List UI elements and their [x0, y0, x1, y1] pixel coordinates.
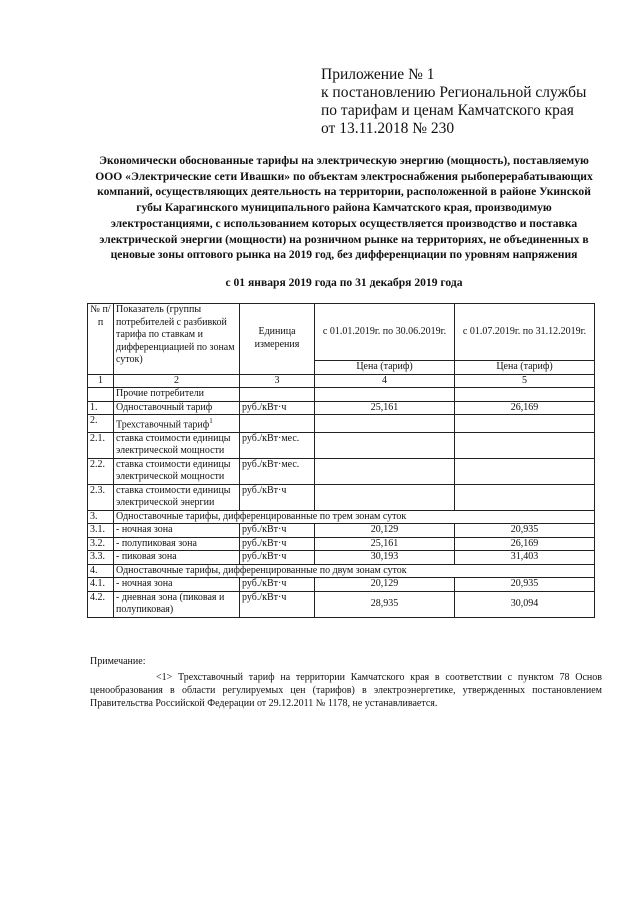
row-num: 2.	[88, 415, 114, 433]
table-row	[88, 484, 595, 510]
table-row	[88, 510, 595, 524]
row-unit: руб./кВт·мес.	[240, 432, 315, 458]
colnum-1: 1	[88, 374, 114, 388]
header-price-1: Цена (тариф)	[315, 361, 455, 375]
colnum-3: 3	[240, 374, 315, 388]
row-num: 3.	[88, 510, 114, 524]
note-text: <1> Трехставочный тариф на территории Камчатского края в соответствии с пунктом 78 Основ ценообразования в области регулируемых цен (тарифов) в электроэнергетике, утвержденных постановлением Правительства Российской Федерации от 29.12.2011 № 1178, не устанавливается.	[90, 672, 602, 709]
row-name: ставка стоимости единицы электрической энергии	[114, 484, 240, 510]
row-group-title: Одноставочные тарифы, дифференцированные по двум зонам суток	[114, 564, 595, 578]
appendix-line-1: Приложение № 1	[321, 66, 435, 83]
row-value-2: 26,169	[455, 537, 595, 551]
colnum-5: 5	[455, 374, 595, 388]
row-unit: руб./кВт·ч	[240, 591, 315, 617]
row-name: Одноставочный тариф	[114, 401, 240, 415]
section-other-consumers: Прочие потребители	[114, 388, 240, 402]
appendix-line-3: по тарифам и ценам Камчатского края	[321, 102, 574, 119]
colnum-4: 4	[315, 374, 455, 388]
row-name: - дневная зона (пиковая и полупиковая)	[114, 591, 240, 617]
row-name: - пиковая зона	[114, 551, 240, 565]
header-price-2: Цена (тариф)	[455, 361, 595, 375]
title-period: с 01 января 2019 года по 31 декабря 2019 года	[225, 276, 463, 289]
row-name: Трехставочный тариф$^1$	[114, 415, 240, 433]
row-unit: руб./кВт·ч	[240, 537, 315, 551]
row-unit: руб./кВт·ч	[240, 578, 315, 592]
table-row	[88, 401, 595, 415]
appendix-header	[321, 66, 621, 138]
row-value-1: 28,935	[315, 591, 455, 617]
header-indicator: Показатель (группы потребителей с разбивкой тарифа по ставкам и дифференциацией по зонам суток)	[114, 304, 240, 375]
row-value-1: 30,193	[315, 551, 455, 565]
appendix-line-4: от 13.11.2018 № 230	[321, 120, 455, 137]
table-row	[88, 415, 595, 433]
row-value-1: 25,161	[315, 537, 455, 551]
row-num: 3.1.	[88, 524, 114, 538]
row-value-2: 26,169	[455, 401, 595, 415]
row-num: 4.2.	[88, 591, 114, 617]
note-section	[90, 655, 602, 710]
document-title	[88, 153, 600, 263]
header-period-2: с 01.07.2019г. по 31.12.2019г.	[455, 304, 595, 361]
colnum-2: 2	[114, 374, 240, 388]
row-value-2: 30,094	[455, 591, 595, 617]
table-row	[88, 537, 595, 551]
row-unit: руб./кВт·ч	[240, 401, 315, 415]
row-name: ставка стоимости единицы электрической мощности	[114, 458, 240, 484]
row-num: 4.1.	[88, 578, 114, 592]
row-name: ставка стоимости единицы электрической мощности	[114, 432, 240, 458]
row-group-title: Одноставочные тарифы, дифференцированные по трем зонам суток	[114, 510, 595, 524]
row-unit: руб./кВт·мес.	[240, 458, 315, 484]
row-value-1: 25,161	[315, 401, 455, 415]
row-value-2: 20,935	[455, 578, 595, 592]
row-name: - полупиковая зона	[114, 537, 240, 551]
row-unit: руб./кВт·ч	[240, 524, 315, 538]
table-row	[88, 432, 595, 458]
row-value-1: 20,129	[315, 578, 455, 592]
column-number-row	[88, 374, 595, 388]
table-row	[88, 551, 595, 565]
row-value-2: 20,935	[455, 524, 595, 538]
header-period-1: с 01.01.2019г. по 30.06.2019г.	[315, 304, 455, 361]
row-value-1: 20,129	[315, 524, 455, 538]
row-num: 3.3.	[88, 551, 114, 565]
footnote-marker: 1	[209, 417, 213, 425]
row-name: - ночная зона	[114, 578, 240, 592]
table-row	[88, 564, 595, 578]
row-num: 2.1.	[88, 432, 114, 458]
tariff-table	[87, 303, 595, 618]
row-unit: руб./кВт·ч	[240, 551, 315, 565]
row-num: 1.	[88, 401, 114, 415]
table-row	[88, 578, 595, 592]
row-num: 4.	[88, 564, 114, 578]
row-unit: руб./кВт·ч	[240, 484, 315, 510]
note-label: Примечание:	[90, 656, 146, 667]
title-text: Экономически обоснованные тарифы на электрическую энергию (мощность), поставляемую ООО «Электрические сети Ивашки» по объектам электроснабжения рыбоперерабатывающих компаний, осуществляющих деятельность на территории, расположенной в районе Укинской губы Карагинского муниципального района Камчатского края, производимую электростанциями, с использованием которых осуществляется производство и поставка электрической энергии (мощности) на розничном рынке на территориях, не объединенных в ценовые зоны оптового рынка на 2019 год, без дифференциации по уровням напряжения	[95, 154, 593, 262]
header-num: № п/п	[88, 304, 114, 375]
appendix-line-2: к постановлению Региональной службы	[321, 84, 587, 101]
table-header-row	[88, 304, 595, 361]
table-row	[88, 524, 595, 538]
row-num: 2.2.	[88, 458, 114, 484]
section-row	[88, 388, 595, 402]
row-name: - ночная зона	[114, 524, 240, 538]
row-num: 2.3.	[88, 484, 114, 510]
row-num: 3.2.	[88, 537, 114, 551]
row-value-2: 31,403	[455, 551, 595, 565]
table-row	[88, 458, 595, 484]
table-row	[88, 591, 595, 617]
header-unit: Единица измерения	[240, 304, 315, 375]
